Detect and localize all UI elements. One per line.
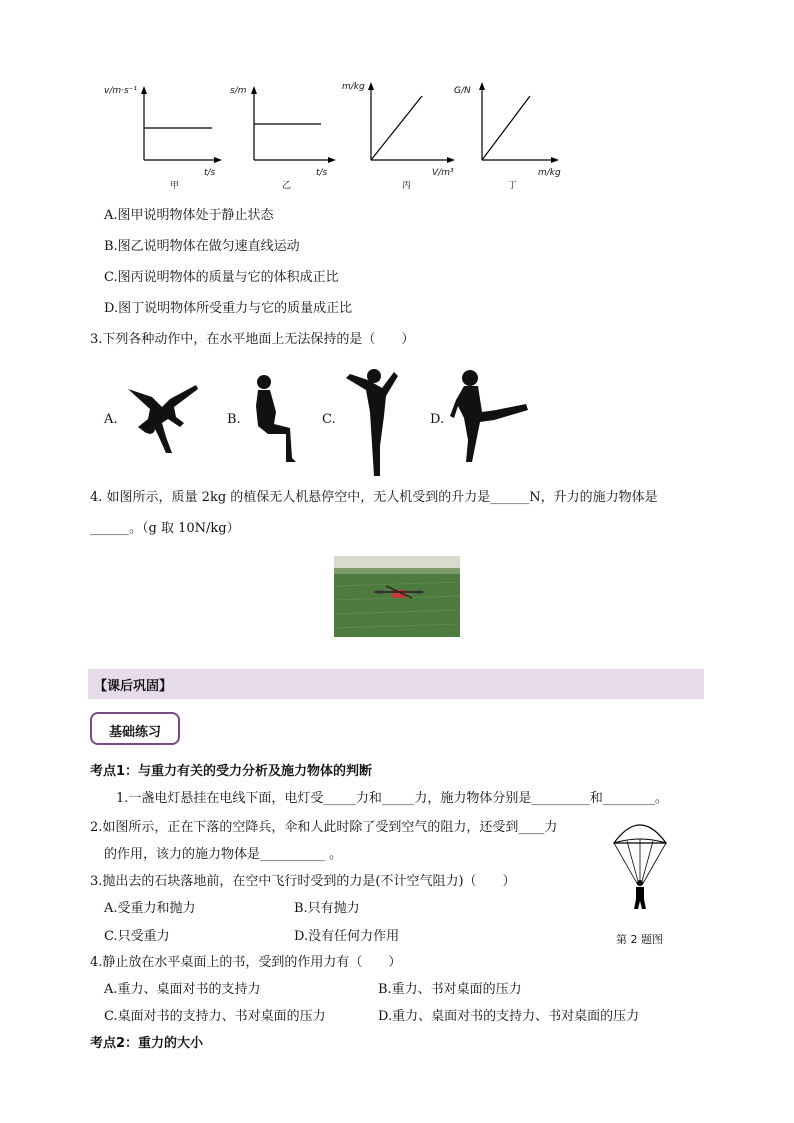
- kp1-q4-option-c: C.桌面对书的支持力、书对桌面的压力: [104, 1009, 326, 1024]
- kp1-q4-stem: 4.静止放在水平桌面上的书，受到的作用力有（ ）: [90, 955, 402, 970]
- graph-y-label: v/m·s⁻¹: [104, 86, 138, 96]
- graph-jia: [104, 80, 219, 198]
- q2-option-d: D.图丁说明物体所受重力与它的质量成正比: [104, 301, 353, 316]
- graph-x-label: V/m³: [432, 168, 454, 178]
- kp1-q4-option-b: B.重力、书对桌面的压力: [378, 982, 522, 997]
- kp1-q4-option-a: A.重力、桌面对书的支持力: [104, 982, 261, 997]
- parachute-figure: [610, 813, 670, 913]
- kp1-q1: 1.一盏电灯悬挂在电线下面，电灯受_____力和_____力，施力物体分别是_________和________。: [116, 791, 668, 806]
- practice-pill-label: 基础练习: [108, 725, 161, 740]
- graph-y-label: s/m: [230, 86, 247, 96]
- q4-line1: 4. 如图所示，质量 2kg 的植保无人机悬停空中，无人机受到的升力是______N，升力的施力物体是: [90, 490, 658, 505]
- graph-x-label: t/s: [204, 168, 216, 178]
- graph-bing: [340, 80, 460, 198]
- kp1-title: 考点1：与重力有关的受力分析及施力物体的判断: [90, 764, 373, 779]
- leg-hold-silhouette: [340, 366, 406, 478]
- q3-label-d: D.: [430, 412, 445, 427]
- kp2-title: 考点2：重力的大小: [90, 1036, 204, 1051]
- q3-label-a: A.: [104, 412, 118, 427]
- kp1-q3-option-b: B.只有抛力: [294, 901, 360, 916]
- graph-y-label: G/N: [454, 86, 471, 96]
- kp1-q3-option-a: A.受重力和抛力: [104, 901, 196, 916]
- kp1-q2-line2: 的作用，该力的施力物体是__________ 。: [104, 847, 343, 862]
- q4-line2: ______。（g 取 10N/kg）: [90, 521, 240, 536]
- graph-caption: 丙: [402, 181, 412, 191]
- q2-option-a: A.图甲说明物体处于静止状态: [104, 208, 274, 223]
- kp1-q4-option-d: D.重力、桌面对书的支持力、书对桌面的压力: [378, 1009, 640, 1024]
- section-banner: [88, 669, 704, 699]
- kicking-girl-silhouette: [450, 366, 530, 466]
- section-banner-title: 【课后巩固】: [94, 679, 173, 694]
- kp1-q3-stem: 3.抛出去的石块落地前，在空中飞行时受到的力是(不计空气阻力)（ ）: [90, 874, 516, 889]
- q3-stem: 3.下列各种动作中，在水平地面上无法保持的是（ ）: [90, 332, 415, 347]
- kp1-q3-option-d: D.没有任何力作用: [294, 929, 400, 944]
- parachute-caption: 第 2 题图: [616, 933, 663, 946]
- graph-ding: [452, 80, 572, 198]
- graph-x-label: m/kg: [538, 168, 561, 178]
- q3-label-c: C.: [322, 412, 336, 427]
- drone-photo: [334, 556, 460, 637]
- q2-option-c: C.图丙说明物体的质量与它的体积成正比: [104, 270, 339, 285]
- kp1-q3-option-c: C.只受重力: [104, 929, 170, 944]
- graph-yi: [228, 80, 343, 198]
- graph-caption: 丁: [508, 181, 518, 191]
- breakdance-silhouette: [122, 377, 202, 457]
- graph-y-label: m/kg: [342, 82, 365, 92]
- q3-label-b: B.: [227, 412, 241, 427]
- graph-caption: 乙: [282, 181, 292, 191]
- graph-x-label: t/s: [316, 168, 328, 178]
- practice-pill: [90, 712, 180, 745]
- kp1-q2-line1: 2.如图所示，正在下落的空降兵，伞和人此时除了受到空气的阻力，还受到____力: [90, 820, 558, 835]
- graph-caption: 甲: [170, 181, 180, 191]
- q2-option-b: B.图乙说明物体在做匀速直线运动: [104, 239, 300, 254]
- sitting-woman-silhouette: [246, 372, 302, 466]
